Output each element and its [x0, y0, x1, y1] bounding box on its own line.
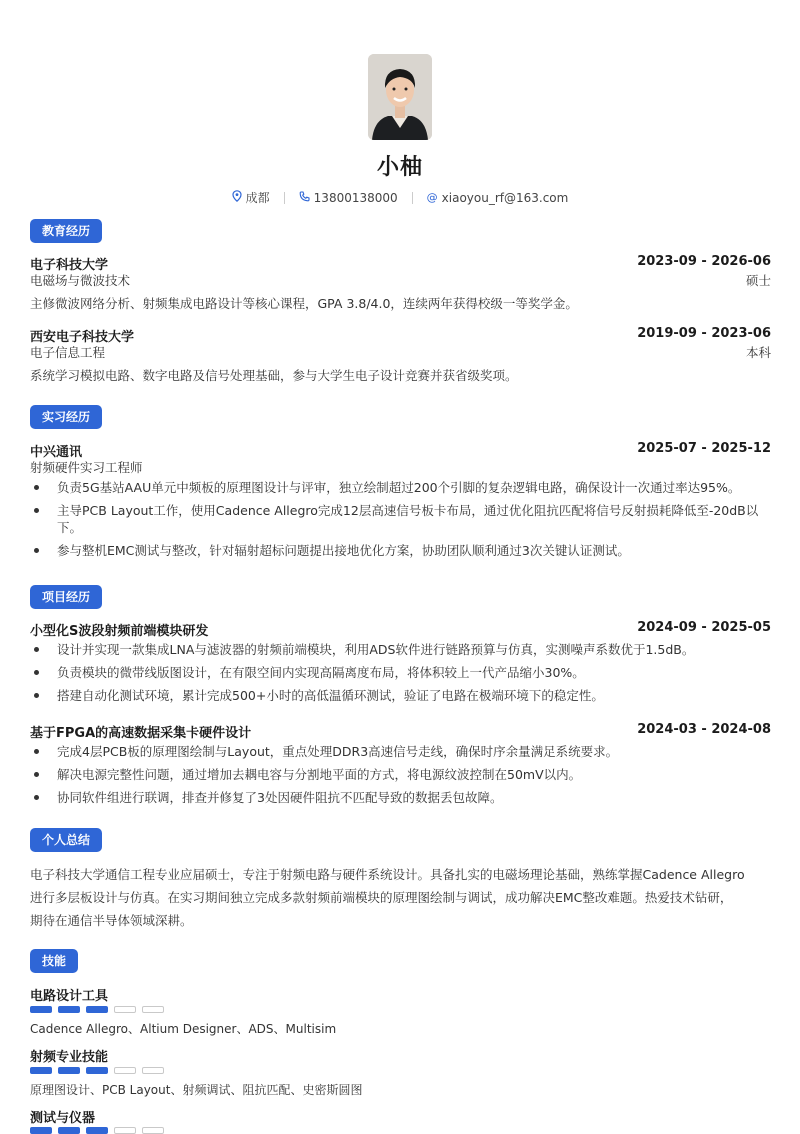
- skill-level-empty: [142, 1006, 164, 1013]
- list-item: 负责5G基站AAU单元中频板的原理图设计与评审，独立绘制超过200个引脚的复杂逻辑电路，确保设计一次通过率达95%。: [30, 479, 771, 496]
- skill-level-filled: [30, 1067, 52, 1074]
- school-name: 西安电子科技大学: [30, 330, 135, 345]
- location-pin-icon: [232, 190, 242, 205]
- major: 电子信息工程: [30, 345, 106, 360]
- skill-level-empty: [114, 1067, 136, 1074]
- list-item: 主导PCB Layout工作，使用Cadence Allegro完成12层高速信号板卡布局，通过优化阻抗匹配将信号反射损耗降低至-20dB以下。: [30, 502, 771, 536]
- project-2-bullets: [30, 743, 771, 812]
- skill-name: 电路设计工具: [30, 989, 109, 1004]
- contact-phone: [299, 191, 398, 205]
- skill-level-empty: [142, 1127, 164, 1134]
- list-item: 协同软件组进行联调，排查并修复了3处因硬件阻抗不匹配导致的数据丢包故障。: [30, 789, 771, 806]
- section-skills-title: 技能: [30, 949, 78, 973]
- project-1-bullets: [30, 641, 771, 710]
- skill-level-filled: [58, 1067, 80, 1074]
- summary-line: 进行多层板设计与仿真。在实习期间独立完成多款射频前端模块的原理图绘制与调试，成功解决EMC整改难题。热爱技术钻研，: [30, 890, 733, 905]
- skill-level-empty: [142, 1067, 164, 1074]
- skill-name: 测试与仪器: [30, 1111, 96, 1126]
- summary-paragraph: [30, 863, 771, 932]
- skill-level-bar: [30, 1006, 164, 1013]
- skill-level-bar: [30, 1127, 164, 1134]
- skill-desc: Cadence Allegro、Altium Designer、ADS、Multisim: [30, 1022, 337, 1036]
- major: 电磁场与微波技术: [30, 273, 131, 288]
- skill-level-empty: [114, 1127, 136, 1134]
- section-internship-title: 实习经历: [30, 405, 102, 429]
- list-item: 负责模块的微带线版图设计，在有限空间内实现高隔离度布局，将体积较上一代产品缩小30%。: [30, 664, 771, 681]
- email-text[interactable]: xiaoyou_rf@163.com: [441, 190, 569, 205]
- skill-level-empty: [114, 1006, 136, 1013]
- skill-name: 射频专业技能: [30, 1050, 109, 1065]
- internship-role-row: [30, 458, 771, 476]
- school-name: 电子科技大学: [30, 258, 109, 273]
- list-item: 解决电源完整性问题，通过增加去耦电容与分割地平面的方式，将电源纹波控制在50mV以内。: [30, 766, 771, 783]
- phone-text: 13800138000: [313, 190, 398, 205]
- skill-level-filled: [58, 1006, 80, 1013]
- education-desc: 系统学习模拟电路、数字电路及信号处理基础，参与大学生电子设计竞赛并获省级奖项。: [30, 368, 518, 383]
- avatar: [368, 54, 432, 140]
- skill-level-filled: [86, 1127, 108, 1134]
- date-range: 2024-03 - 2024-08: [637, 722, 771, 737]
- skill-level-filled: [86, 1006, 108, 1013]
- internship-bullets: [30, 479, 771, 565]
- profile-header: [0, 54, 800, 206]
- job-role: 射频硬件实习工程师: [30, 460, 143, 475]
- summary-line: 电子科技大学通信工程专业应届硕士，专注于射频电路与硬件系统设计。具备扎实的电磁场理论基础，熟练掌握Cadence Allegro: [30, 867, 745, 882]
- summary-line: 期待在通信半导体领域深耕。: [30, 913, 193, 928]
- phone-icon: [299, 191, 310, 205]
- company-name: 中兴通讯: [30, 445, 83, 460]
- project-name: 基于FPGA的高速数据采集卡硬件设计: [30, 726, 252, 741]
- divider: [412, 192, 413, 204]
- project-entry-2: [30, 722, 771, 741]
- list-item: 参与整机EMC测试与整改，针对辐射超标问题提出接地优化方案，协助团队顺利通过3次关键认证测试。: [30, 542, 771, 559]
- degree: 本科: [745, 345, 771, 360]
- education-entry-1-sub: [30, 271, 771, 289]
- project-name: 小型化S波段射频前端模块研发: [30, 624, 209, 639]
- skill-level-bar: [30, 1067, 164, 1074]
- list-item: 完成4层PCB板的原理图绘制与Layout，重点处理DDR3高速信号走线，确保时序余量满足系统要求。: [30, 743, 771, 760]
- skill-level-filled: [58, 1127, 80, 1134]
- date-range: 2019-09 - 2023-06: [637, 326, 771, 341]
- education-entry-2-sub: [30, 343, 771, 361]
- city-text: 成都: [245, 191, 270, 205]
- list-item: 搭建自动化测试环境，累计完成500+小时的高低温循环测试，验证了电路在极端环境下的稳定性。: [30, 687, 771, 704]
- divider: [284, 192, 285, 204]
- date-range: 2025-07 - 2025-12: [637, 441, 771, 456]
- contact-bar: [0, 189, 800, 206]
- email-at-icon: @: [426, 191, 438, 204]
- skill-desc: 原理图设计、PCB Layout、射频调试、阻抗匹配、史密斯圆图: [30, 1083, 363, 1097]
- date-range: 2023-09 - 2026-06: [637, 254, 771, 269]
- section-education-title: 教育经历: [30, 219, 102, 243]
- section-projects-title: 项目经历: [30, 585, 102, 609]
- project-entry-1: [30, 620, 771, 639]
- list-item: 设计并实现一款集成LNA与滤波器的射频前端模块，利用ADS软件进行链路预算与仿真，实测噪声系数优于1.5dB。: [30, 641, 771, 658]
- candidate-name: 小柚: [376, 155, 423, 180]
- date-range: 2024-09 - 2025-05: [637, 620, 771, 635]
- contact-city: [232, 189, 270, 206]
- skill-level-filled: [86, 1067, 108, 1074]
- skill-level-filled: [30, 1127, 52, 1134]
- contact-email[interactable]: [427, 191, 569, 205]
- education-desc: 主修微波网络分析、射频集成电路设计等核心课程，GPA 3.8/4.0，连续两年获得校级一等奖学金。: [30, 296, 578, 311]
- skill-level-filled: [30, 1006, 52, 1013]
- section-summary-title: 个人总结: [30, 828, 102, 852]
- degree: 硕士: [745, 273, 771, 288]
